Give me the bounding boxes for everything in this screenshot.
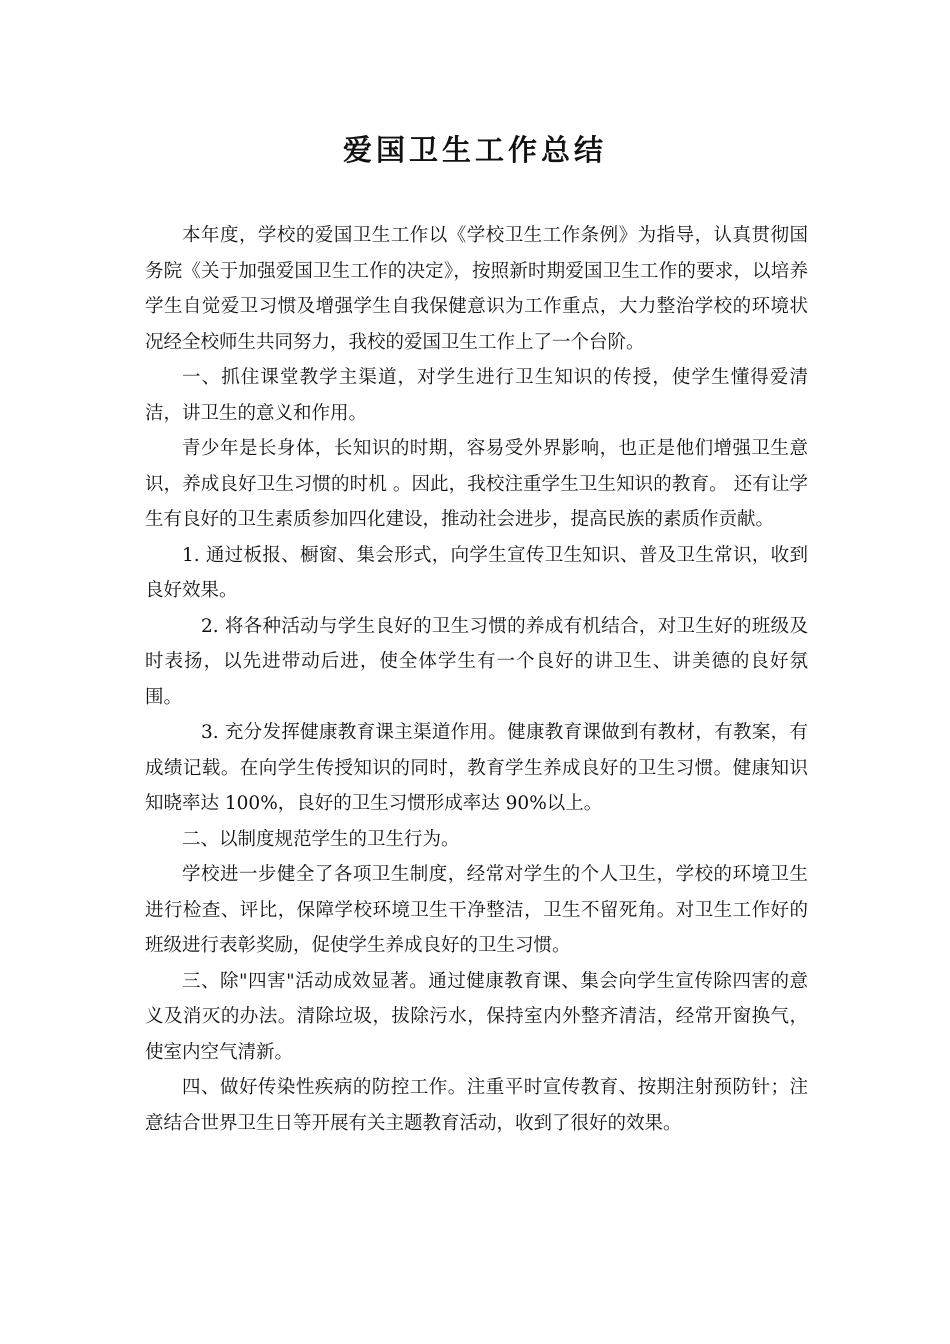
document-body xyxy=(145,218,808,1141)
paragraph-section-1-body: 青少年是长身体，长知识的时期，容易受外界影响，也正是他们增强卫生意识，养成良好卫生习惯的时机 。因此，我校注重学生卫生知识的教育。 还有让学生有良好的卫生素质参加四化建设，推动社会进步，提高民族的素质作贡献。 xyxy=(145,438,808,530)
paragraph-section-2-heading: 二、以制度规范学生的卫生行为。 xyxy=(182,828,460,850)
paragraph-item-2: 2. 将各种活动与学生良好的卫生习惯的养成有机结合，对卫生好的班级及时表扬，以先进带动后进，使全体学生有一个良好的讲卫生、讲美德的良好氛围。 xyxy=(145,615,808,708)
paragraph-item-3: 3. 充分发挥健康教育课主渠道作用。健康教育课做到有教材，有教案，有成绩记载。在向学生传授知识的同时，教育学生养成良好的卫生习惯。健康知识知晓率达 100%，良好的卫生习惯形成率达 90%以上。 xyxy=(145,722,808,814)
paragraph-section-3: 三、除"四害"活动成效显著。通过健康教育课、集会向学生宣传除四害的意义及消灭的办法。清除垃圾，拔除污水，保持室内外整齐清洁，经常开窗换气，使室内空气清新。 xyxy=(145,970,808,1063)
paragraph-section-2-body: 学校进一步健全了各项卫生制度，经常对学生的个人卫生，学校的环境卫生进行检查、评比，保障学校环境卫生干净整洁，卫生不留死角。对卫生工作好的班级进行表彰奖励，促使学生养成良好的卫生习惯。 xyxy=(145,864,808,956)
document-title: 爱国卫生工作总结 xyxy=(342,133,607,167)
paragraph-section-1-heading: 一、抓住课堂教学主渠道，对学生进行卫生知识的传授，使学生懂得爱清洁，讲卫生的意义和作用。 xyxy=(145,367,808,424)
paragraph-intro: 本年度，学校的爱国卫生工作以《学校卫生工作条例》为指导，认真贯彻国务院《关于加强爱国卫生工作的决定》，按照新时期爱国卫生工作的要求，以培养学生自觉爱卫习惯及增强学生自我保健意识为工作重点，大力整治学校的环境状况经全校师生共同努力，我校的爱国卫生工作上了一个台阶。 xyxy=(145,225,808,353)
paragraph-section-4: 四、做好传染性疾病的防控工作。注重平时宣传教育、按期注射预防针；注意结合世界卫生日等开展有关主题教育活动，收到了很好的效果。 xyxy=(145,1077,808,1134)
paragraph-item-1: 1. 通过板报、橱窗、集会形式，向学生宣传卫生知识、普及卫生常识，收到良好效果。 xyxy=(145,544,808,601)
